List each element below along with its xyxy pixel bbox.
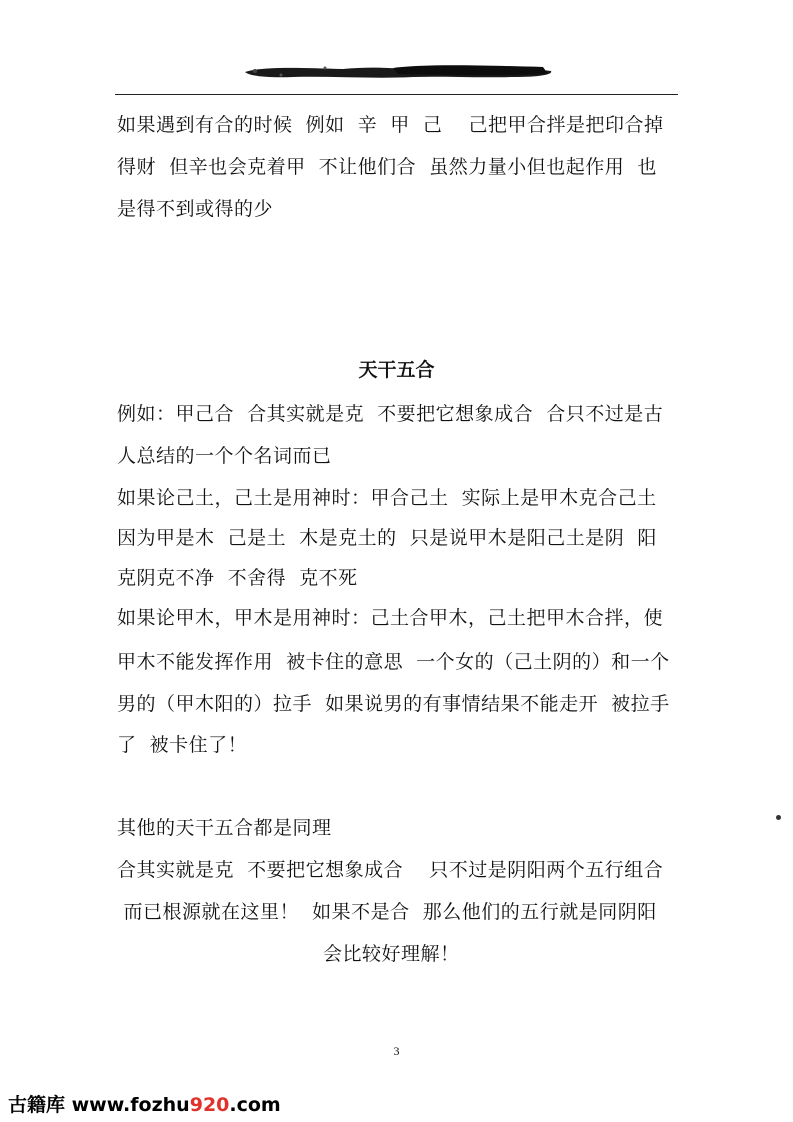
header-rule (115, 94, 678, 95)
paragraph-line: 男的（甲木阳的）拉手 如果说男的有事情结果不能走开 被拉手 (117, 693, 670, 715)
page-number: 3 (393, 1044, 400, 1058)
paragraph-line: 合其实就是克 不要把它想象成合 只不过是阴阳两个五行组合 (117, 859, 664, 881)
scan-speck (776, 815, 781, 820)
watermark-highlight: 920 (189, 1094, 230, 1116)
paragraph-line: 例如：甲己合 合其实就是克 不要把它想象成合 合只不过是古 (117, 403, 664, 425)
paragraph-line: 因为甲是木 己是土 木是克土的 只是说甲木是阳己土是阴 阳 (117, 527, 657, 549)
paragraph-line: 甲木不能发挥作用 被卡住的意思 一个女的（己土阴的）和一个 (117, 651, 670, 673)
paragraph-line: 如果论己土，己土是用神时：甲合己土 实际上是甲木克合己土 (117, 487, 657, 509)
paragraph-line: 了 被卡住了！ (117, 734, 248, 756)
watermark-prefix: 古籍库 www.fozhu (8, 1094, 190, 1116)
watermark-suffix: .com (229, 1094, 281, 1116)
paragraph-line: 是得不到或得的少 (117, 198, 274, 220)
section-title: 天干五合 (358, 359, 435, 381)
redacted-header-mark (243, 62, 555, 82)
paragraph-line: 得财 但辛也会克着甲 不让他们合 虽然力量小但也起作用 也 (117, 156, 657, 178)
paragraph-line: 克阴克不净 不舍得 克不死 (117, 567, 358, 589)
paragraph-line: 其他的天干五合都是同理 (117, 817, 332, 839)
paragraph-line: 如果论甲木，甲木是用神时：己土合甲木，己土把甲木合拌，使 (117, 607, 664, 629)
paragraph-line: 而已根源就在这里！ 如果不是合 那么他们的五行就是同阴阳 (117, 901, 657, 923)
paragraph-line: 会比较好理解！ (323, 943, 460, 965)
paragraph-line: 如果遇到有合的时候 例如 辛 甲 己 己把甲合拌是把印合掉 (117, 114, 664, 136)
site-watermark (8, 1090, 281, 1117)
paragraph-line: 人总结的一个个名词而已 (117, 445, 332, 467)
